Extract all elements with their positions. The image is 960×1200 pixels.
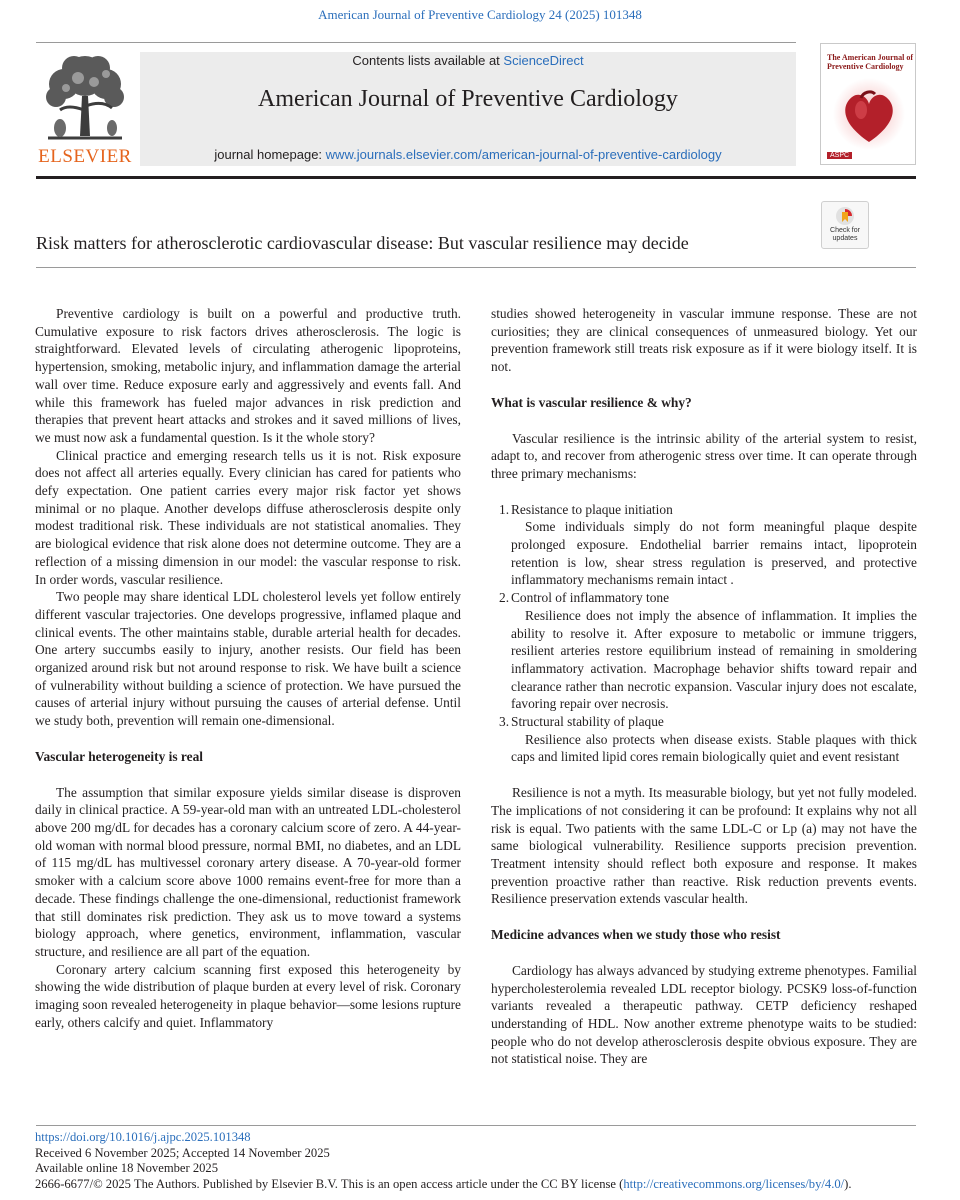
- mechanism-body: Resilience does not imply the absence of inflammation. It implies the ability to resolve it. After exposure to metabolic or immune triggers, resilient arteries restore equilibrium instead of remaining in smoldering inflammatory activation. Macrophage behavior shifts toward repair and clearance rather than necrotic expansion. Vascular injury does not escalate, favoring repair over necrosis.: [511, 607, 917, 712]
- mechanism-body: Some individuals simply do not form meaningful plaque despite prolonged exposure. Endothelial barrier remains intact, lipoprotein retention is low, shear stress regulation is preserved, and protective inflammatory mechanisms remain intact .: [511, 519, 917, 588]
- list-number: 3.: [499, 714, 510, 730]
- license-text: 2666-6677/© 2025 The Authors. Published by Elsevier B.V. This is an open access article under the CC BY license (: [35, 1176, 624, 1191]
- mechanism-body: Resilience also protects when disease exists. Stable plaques with thick caps and limited lipid cores remain biologically quiet and event resistant: [511, 731, 917, 765]
- footer-rule: [36, 1125, 916, 1126]
- cover-society: ASPC: [827, 152, 852, 159]
- mechanism-title: Control of inflammatory tone: [511, 590, 670, 606]
- paragraph: The assumption that similar exposure yields similar disease is disproven daily in clinical practice. A 59-year-old man with an untreated LDL-cholesterol above 200 mg/dL for decades has a coronary calcium score of zero. A 44-year-old woman with normal blood pressure, normal BMI, no diabetes, and an LDL of 115 mg/dL has multivessel coronary artery disease. A 70-year-old former smoker with a calcium score above 1000 remains event-free for more than a decade. These findings challenge the one-dimensional, reductionist framework that still dominates risk prediction. They ask us to move toward a systems biology approach, where genetics, environment, inflammation, vascular structure, and resilience are all part of the equation.: [35, 784, 461, 959]
- license-suffix: ).: [844, 1176, 852, 1191]
- available-online: Available online 18 November 2025: [35, 1161, 219, 1176]
- mechanism-list: [491, 501, 917, 767]
- contents-line: [140, 53, 796, 68]
- list-item: [491, 713, 917, 766]
- top-rule: [36, 42, 796, 43]
- mechanism-title: Resistance to plaque initiation: [511, 501, 673, 517]
- homepage-prefix: journal homepage:: [214, 147, 326, 162]
- cover-title: The American Journal of Preventive Cardiology: [827, 53, 913, 71]
- paragraph: studies showed heterogeneity in vascular immune response. These are not curiosities; they are clinical consequences of unmeasured biology. Yet our prevention framework still treats risk exposure as if it were biology itself. It is not.: [491, 306, 917, 375]
- header-rule: [36, 176, 916, 179]
- check-updates-icon: [835, 206, 855, 226]
- body-left-column: [35, 305, 461, 1031]
- paragraph: Two people may share identical LDL cholesterol levels yet follow entirely different vascular trajectories. One develops progressive, inflamed plaque and clinical events. The other maintains stable, durable arterial health for decades. One artery succumbs easily to injury, another resists. Our field has been organized around risk but not around response to risk. We have built a science of vulnerability without building a science of protection. We have pursued the causes of arterial injury without pursuing the causes of arterial defense. Until we study both, prevention will remain one-dimensional.: [35, 589, 461, 729]
- journal-title[interactable]: American Journal of Preventive Cardiology: [258, 86, 678, 112]
- list-item: [491, 501, 917, 590]
- paragraph: Preventive cardiology is built on a powerful and productive truth. Cumulative exposure to risk factors drives atherosclerosis. The logic is straightforward. Elevated levels of circulating atherogenic lipoproteins, hypertension, smoking, metabolic injury, and inflammation damage the arterial wall over time. Reduce exposure early and aggressively and events fall. And while this framework has fueled major advances in risk prediction and therapies that prevent heart attacks and strokes and it saved millions of lives, we must now ask a fundamental question. Is it the whole story?: [35, 306, 461, 445]
- heart-icon: [831, 76, 907, 152]
- journal-homepage-link[interactable]: www.journals.elsevier.com/american-journal-of-preventive-cardiology: [325, 147, 722, 162]
- paragraph: Coronary artery calcium scanning first exposed this heterogeneity by showing the wide distribution of plaque burden at every level of risk. Coronary imaging soon revealed heterogeneity in plaque behavior—some lesions rupture early, others calcify and quiet. Inflammatory: [35, 961, 461, 1030]
- list-number: 2.: [499, 590, 510, 606]
- article-title: Risk matters for atherosclerotic cardiovascular disease: But vascular resilience may decide: [36, 233, 689, 253]
- publisher-name: ELSEVIER: [38, 146, 132, 167]
- paragraph: Clinical practice and emerging research tells us it is not. Risk exposure does not affect all arteries equally. Every clinician has cared for patients who defy expectation. One patient carries every major risk factor yet shows minimal or no plaque. Another develops diffuse atherosclerosis despite only modest traditional risk. These individuals are not statistical anomalies. They are biological evidence that risk alone does not determine outcome. They are a reflection of a missing dimension in our model: the vascular response to risk. In order words, vascular resilience.: [35, 447, 461, 587]
- license-link[interactable]: http://creativecommons.org/licenses/by/4.0/: [623, 1176, 845, 1191]
- doi-link[interactable]: https://doi.org/10.1016/j.ajpc.2025.101348: [35, 1130, 251, 1144]
- journal-cover[interactable]: [820, 43, 916, 165]
- received-dates: Received 6 November 2025; Accepted 14 November 2025: [35, 1145, 330, 1160]
- check-updates-label-1: Check for: [830, 227, 860, 234]
- body-right-column: [491, 305, 917, 1068]
- contents-prefix: Contents lists available at: [352, 53, 504, 68]
- section-heading: Vascular heterogeneity is real: [35, 748, 203, 764]
- check-for-updates-button[interactable]: [821, 201, 869, 249]
- running-head[interactable]: American Journal of Preventive Cardiology 24 (2025) 101348: [318, 7, 642, 22]
- check-updates-label-2: updates: [832, 235, 858, 242]
- paragraph: Vascular resilience is the intrinsic ability of the arterial system to resist, adapt to, and recover from atherogenic stress over time. It can operate through three primary mechanisms:: [491, 430, 917, 481]
- title-rule: [36, 267, 916, 268]
- section-heading: Medicine advances when we study those who resist: [491, 927, 781, 943]
- paragraph: Resilience is not a myth. Its measurable biology, but yet not fully modeled. The implications of not considering it can be profound: It explains why not all risk is equal. Two patients with the same LDL-C or Lp (a) may not have the same biological vulnerability. Resilience supports precision prevention. Treatment intensity should reflect both exposure and response. It makes prevention proactive rather than reactive. Risk reduction prevents events. Resilience preservation extends vascular health.: [491, 785, 917, 907]
- mechanism-title: Structural stability of plaque: [511, 714, 664, 730]
- section-heading: What is vascular resilience & why?: [491, 394, 692, 410]
- homepage-line: [140, 147, 796, 162]
- article-footer: [35, 1130, 925, 1192]
- list-item: [491, 589, 917, 713]
- list-number: 1.: [499, 501, 510, 517]
- paragraph: Cardiology has always advanced by studying extreme phenotypes. Familial hypercholesterolemia revealed LDL receptor biology. PCSK9 loss-of-function variants revealed a therapeutic pathway. CETP deficiency reshaped understanding of HDL. Now another extreme phenotype waits to be studied: people who do not develop atherosclerosis despite obvious exposure. They are not statistical noise. They are: [491, 962, 917, 1067]
- license-line: [35, 1177, 925, 1193]
- sciencedirect-link[interactable]: ScienceDirect: [503, 53, 584, 68]
